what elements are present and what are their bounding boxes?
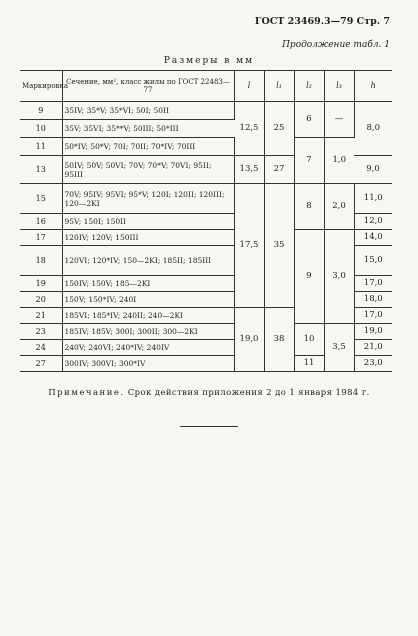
table-row — [20, 102, 392, 120]
l1-cell: 38 — [264, 308, 294, 372]
l2-cell: 9 — [294, 230, 324, 324]
dimensions-table — [20, 70, 392, 372]
h-cell: 17,0 — [354, 308, 392, 324]
mark-cell: 20 — [20, 292, 62, 308]
note — [0, 388, 418, 398]
mark-cell: 16 — [20, 214, 62, 230]
mark-cell: 24 — [20, 340, 62, 356]
l-cell: 17,5 — [234, 184, 264, 308]
table-row — [20, 138, 392, 156]
l2-cell: 7 — [294, 138, 324, 184]
l2-cell: 10 — [294, 324, 324, 356]
l-cell: 19,0 — [234, 308, 264, 372]
h-cell: 19,0 — [354, 324, 392, 340]
section-cell: 185IV; 185V; 300I; 300II; 300—2KI — [62, 324, 234, 340]
h-cell: 17,0 — [354, 276, 392, 292]
dimensions-caption: Размеры в мм — [163, 56, 255, 66]
table-header-row — [20, 71, 392, 102]
mark-cell: 21 — [20, 308, 62, 324]
h-cell: 21,0 — [354, 340, 392, 356]
section-cell: 50*IV; 50*V; 70I; 70II; 70*IV; 70III — [62, 138, 234, 156]
section-cell: 150IV; 150V; 185—2KI — [62, 276, 234, 292]
col-l: l — [234, 71, 264, 102]
note-text: Срок действия приложения 2 до 1 января 1984 г. — [127, 388, 370, 398]
table-row — [20, 184, 392, 214]
mark-cell: 27 — [20, 356, 62, 372]
h-cell: 18,0 — [354, 292, 392, 308]
col-mark: Маркировка — [20, 71, 62, 102]
section-cell: 150V; 150*IV; 240I — [62, 292, 234, 308]
l3-cell: 2,0 — [324, 184, 354, 230]
h-cell: 15,0 — [354, 246, 392, 276]
col-section: Сечение, мм², класс жилы по ГОСТ 22483—77 — [62, 71, 234, 102]
section-cell: 240V; 240VI; 240*IV; 240IV — [62, 340, 234, 356]
l1-cell: 35 — [264, 184, 294, 308]
table-continuation: Продолжение табл. 1 — [282, 40, 390, 50]
section-cell: 120VI; 120*IV; 150—2KI; 185II; 185III — [62, 246, 234, 276]
table-row — [20, 324, 392, 340]
l2-cell: 8 — [294, 184, 324, 230]
mark-cell: 9 — [20, 102, 62, 120]
l1-cell: 27 — [264, 156, 294, 184]
divider-rule — [180, 426, 238, 427]
note-label: Примечание. — [48, 388, 125, 398]
table-row — [20, 230, 392, 246]
l-cell: 13,5 — [234, 156, 264, 184]
h-cell: 11,0 — [354, 184, 392, 214]
mark-cell: 11 — [20, 138, 62, 156]
section-cell: 120IV; 120V; 150III — [62, 230, 234, 246]
l3-cell: 3,0 — [324, 230, 354, 324]
section-cell: 35IV; 35*V; 35*VI; 50I; 50II — [62, 102, 234, 120]
page-header: ГОСТ 23469.3—79 Стр. 7 — [254, 16, 390, 27]
l3-cell: — — [324, 102, 354, 138]
h-cell: 9,0 — [354, 156, 392, 184]
h-cell: 14,0 — [354, 230, 392, 246]
mark-cell: 23 — [20, 324, 62, 340]
l3-cell: 3,5 — [324, 324, 354, 372]
l2-cell: 11 — [294, 356, 324, 372]
col-l2: l₂ — [294, 71, 324, 102]
mark-cell: 17 — [20, 230, 62, 246]
l3-cell: 1,0 — [324, 138, 354, 184]
h-cell: 8,0 — [354, 102, 392, 156]
mark-cell: 13 — [20, 156, 62, 184]
mark-cell: 10 — [20, 120, 62, 138]
section-cell: 70V; 95IV; 95VI; 95*V; 120I; 120II; 120III; 120—2KI — [62, 184, 234, 214]
section-cell: 50IV; 50V; 50VI; 70V; 70*V; 70VI; 95II; 95III — [62, 156, 234, 184]
col-h: h — [354, 71, 392, 102]
mark-cell: 15 — [20, 184, 62, 214]
l2-cell: 6 — [294, 102, 324, 138]
section-cell: 95V; 150I; 150II — [62, 214, 234, 230]
h-cell: 23,0 — [354, 356, 392, 372]
section-cell: 300IV; 300VI; 300*IV — [62, 356, 234, 372]
col-l1: l₁ — [264, 71, 294, 102]
section-cell: 185VI; 185*IV; 240II; 240—2KI — [62, 308, 234, 324]
l-cell: 12,5 — [234, 102, 264, 156]
l1-cell: 25 — [264, 102, 294, 156]
h-cell: 12,0 — [354, 214, 392, 230]
section-cell: 35V; 35VI; 35**V; 50III; 50*III — [62, 120, 234, 138]
mark-cell: 18 — [20, 246, 62, 276]
mark-cell: 19 — [20, 276, 62, 292]
col-l3: l₃ — [324, 71, 354, 102]
